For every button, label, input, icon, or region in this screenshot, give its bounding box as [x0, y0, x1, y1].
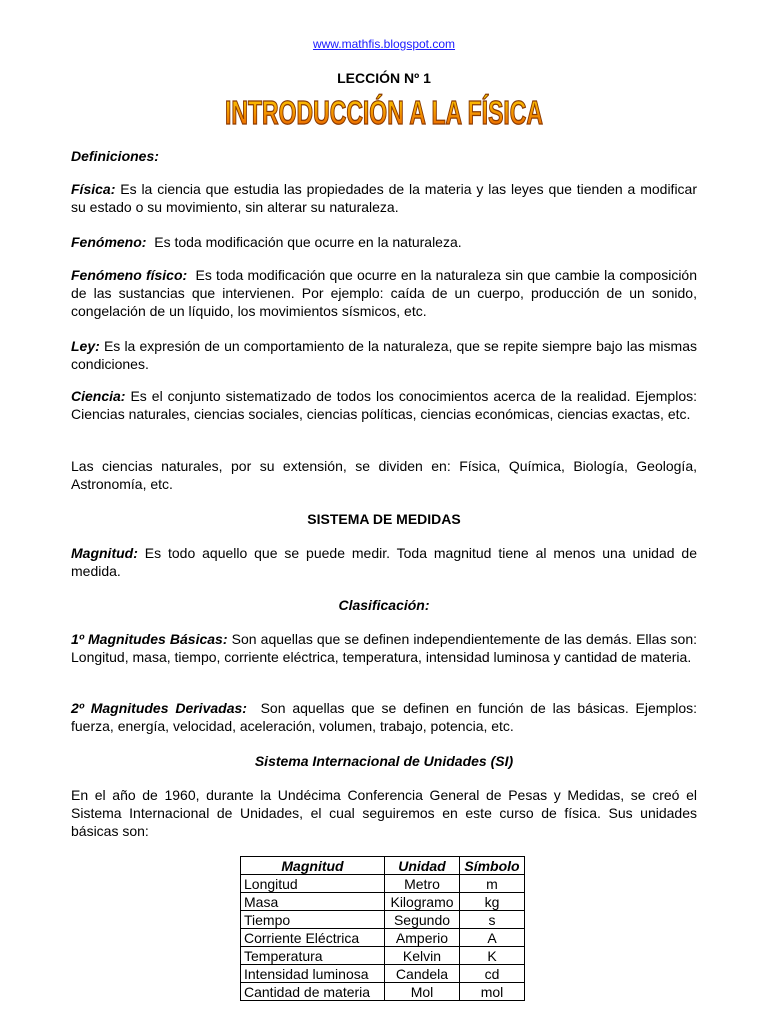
cell-simbolo: cd — [460, 965, 525, 983]
cell-simbolo: A — [460, 929, 525, 947]
cell-magnitud: Longitud — [241, 875, 385, 893]
definition-ciencia: Ciencia: Es el conjunto sistematizado de todos los conocimientos acerca de la realidad. Ejemplos: Ciencias naturales, ciencias sociales, ciencias políticas, ciencias económicas, ciencias exactas, etc. — [71, 388, 697, 422]
table-row — [241, 875, 525, 893]
cell-simbolo: s — [460, 911, 525, 929]
cell-magnitud: Masa — [241, 893, 385, 911]
column-header-simbolo: Símbolo — [460, 857, 525, 875]
table-row — [241, 929, 525, 947]
page-title — [222, 92, 546, 132]
cell-simbolo: mol — [460, 983, 525, 1001]
cell-simbolo: m — [460, 875, 525, 893]
table-row — [241, 983, 525, 1001]
cell-unidad: Mol — [385, 983, 460, 1001]
natural-sciences-paragraph: Las ciencias naturales, por su extensión, se dividen en: Física, Química, Biología, Geología, Astronomía, etc. — [71, 458, 697, 492]
cell-magnitud: Cantidad de materia — [241, 983, 385, 1001]
cell-unidad: Kelvin — [385, 947, 460, 965]
si-units-table — [240, 856, 525, 1001]
table-row — [241, 911, 525, 929]
cell-unidad: Metro — [385, 875, 460, 893]
blog-link[interactable]: www.mathfis.blogspot.com — [312, 37, 456, 51]
cell-magnitud: Intensidad luminosa — [241, 965, 385, 983]
cell-magnitud: Temperatura — [241, 947, 385, 965]
definition-fenomeno-fisico: Fenómeno físico: Es toda modificación que ocurre en la naturaleza sin que cambie la composición de las sustancias que intervienen. Por ejemplo: caída de un cuerpo, producción de un sonido, congelación de un líquido, los movimientos sísmicos, etc. — [71, 267, 698, 319]
section-heading-sistema: SISTEMA DE MEDIDAS — [307, 511, 461, 527]
si-paragraph: En el año de 1960, durante la Undécima Conferencia General de Pesas y Medidas, se creó el Sistema Internacional de Unidades, el cual seguiremos en este curso de física. Sus unidades básicas son: — [71, 787, 697, 839]
page-title-text: INTRODUCCIÓN A LA FÍSICA — [225, 94, 543, 131]
table-row — [241, 893, 525, 911]
cell-magnitud: Tiempo — [241, 911, 385, 929]
cell-unidad: Candela — [385, 965, 460, 983]
column-header-magnitud: Magnitud — [241, 857, 385, 875]
definition-ley: Ley: Es la expresión de un comportamiento de la naturaleza, que se repite siempre bajo las mismas condiciones. — [71, 338, 697, 372]
column-header-unidad: Unidad — [385, 857, 460, 875]
page-title-wordart — [222, 92, 546, 132]
definition-magnitud: Magnitud: Es todo aquello que se puede medir. Toda magnitud tiene al menos una unidad de medida. — [71, 545, 698, 579]
classification-heading: Clasificación: — [338, 597, 430, 613]
cell-magnitud: Corriente Eléctrica — [241, 929, 385, 947]
definitions-heading: Definiciones: — [71, 148, 159, 164]
definition-fenomeno: Fenómeno: Es toda modificación que ocurre en la naturaleza. — [71, 234, 462, 250]
table-header-row — [241, 857, 525, 875]
basic-magnitudes: 1º Magnitudes Básicas: Son aquellas que se definen independientemente de las demás. Ellas son: Longitud, masa, tiempo, corriente eléctrica, temperatura, intensidad luminosa y cantidad de materia. — [71, 631, 698, 665]
table-row — [241, 965, 525, 983]
cell-simbolo: kg — [460, 893, 525, 911]
cell-unidad: Amperio — [385, 929, 460, 947]
si-heading: Sistema Internacional de Unidades (SI) — [254, 753, 514, 769]
lesson-number: LECCIÓN Nº 1 — [337, 70, 431, 86]
cell-simbolo: K — [460, 947, 525, 965]
derived-magnitudes: 2º Magnitudes Derivadas: Son aquellas que se definen en función de las básicas. Ejemplos: fuerza, energía, velocidad, aceleración, volumen, trabajo, potencia, etc. — [71, 700, 698, 734]
cell-unidad: Segundo — [385, 911, 460, 929]
cell-unidad: Kilogramo — [385, 893, 460, 911]
definition-fisica: Física: Es la ciencia que estudia las propiedades de la materia y las leyes que tienden a modificar su estado o su movimiento, sin alterar su naturaleza. — [71, 181, 698, 215]
table-row — [241, 947, 525, 965]
